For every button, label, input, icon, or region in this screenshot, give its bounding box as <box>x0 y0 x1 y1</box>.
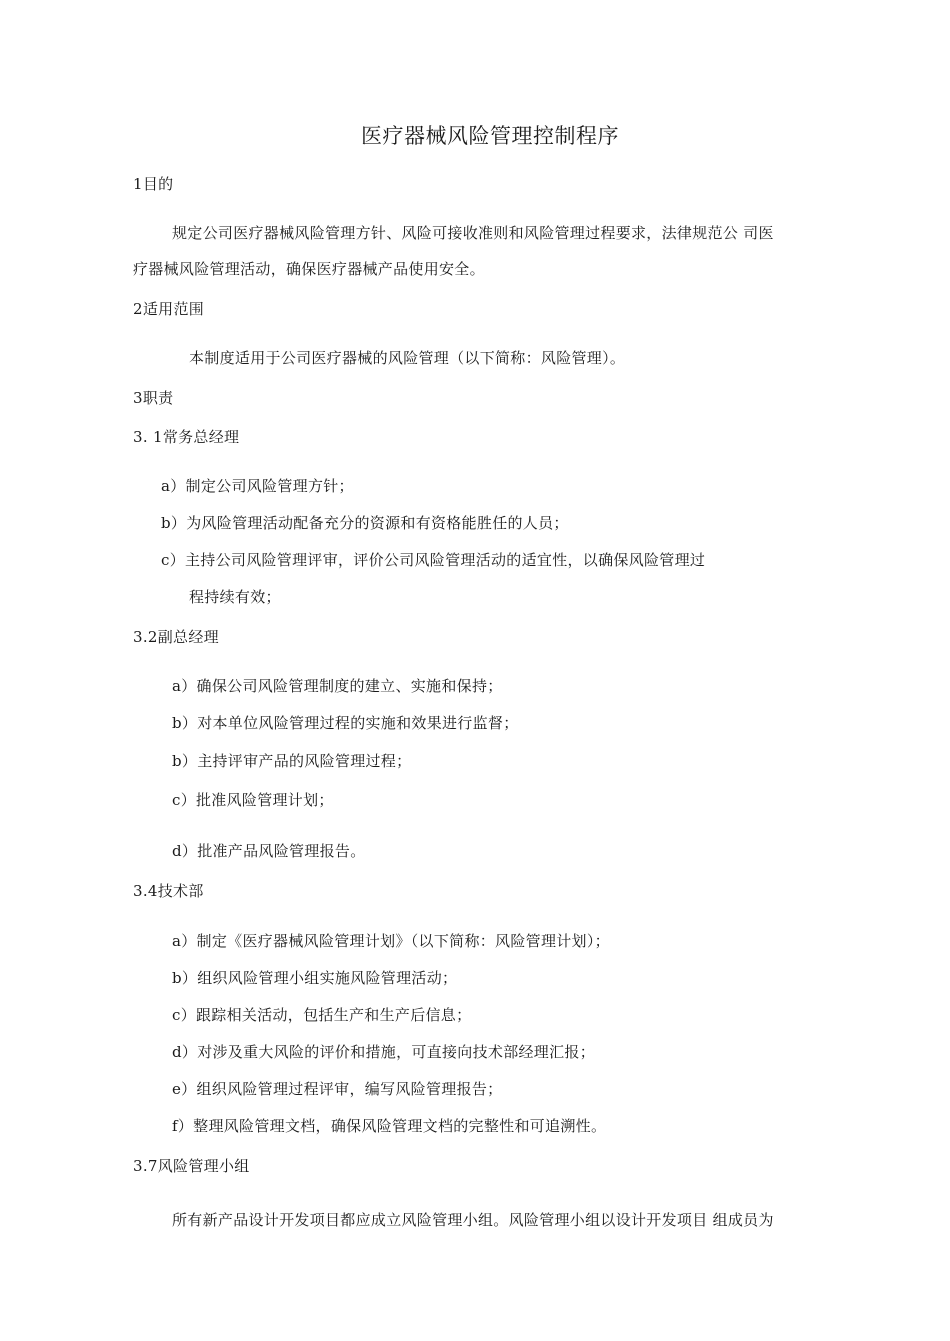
section-heading-scope: 2适用范围 <box>133 300 205 318</box>
list-item: c）批准风险管理计划； <box>172 791 334 809</box>
list-item: d）批准产品风险管理报告。 <box>172 842 366 860</box>
list-item: e）组织风险管理过程评审，编写风险管理报告； <box>172 1080 503 1098</box>
purpose-paragraph-line-2: 疗器械风险管理活动，确保医疗器械产品使用安全。 <box>133 260 485 278</box>
risk-team-paragraph: 所有新产品设计开发项目都应成立风险管理小组。风险管理小组以设计开发项目 组成员为 <box>172 1211 774 1229</box>
purpose-paragraph-line-1: 规定公司医疗器械风险管理方针、风险可接收准则和风险管理过程要求，法律规范公 司医 <box>172 224 774 242</box>
list-item: f）整理风险管理文档，确保风险管理文档的完整性和可追溯性。 <box>172 1117 607 1135</box>
section-heading-duties: 3职责 <box>133 389 174 407</box>
subsection-heading-technical-dept: 3.4技术部 <box>133 882 204 900</box>
list-item: d）对涉及重大风险的评价和措施，可直接向技术部经理汇报； <box>172 1043 596 1061</box>
list-item: a）制定《医疗器械风险管理计划》（以下简称：风险管理计划）； <box>172 932 610 950</box>
list-item: b）主持评审产品的风险管理过程； <box>172 752 412 770</box>
scope-paragraph: 本制度适用于公司医疗器械的风险管理（以下简称：风险管理）。 <box>189 349 626 367</box>
list-item: b）组织风险管理小组实施风险管理活动； <box>172 969 458 987</box>
subsection-heading-risk-team: 3.7风险管理小组 <box>133 1157 250 1175</box>
section-heading-purpose: 1目的 <box>133 175 174 193</box>
document-title: 医疗器械风险管理控制程序 <box>361 124 619 148</box>
list-item: b）对本单位风险管理过程的实施和效果进行监督； <box>172 714 519 732</box>
list-item: b）为风险管理活动配备充分的资源和有资格能胜任的人员； <box>161 514 569 532</box>
list-item: c）跟踪相关活动，包括生产和生产后信息； <box>172 1006 472 1024</box>
list-item: c）主持公司风险管理评审，评价公司风险管理活动的适宜性，以确保风险管理过 <box>161 551 706 569</box>
list-item: a）制定公司风险管理方针； <box>161 477 354 495</box>
list-item-continuation: 程持续有效； <box>189 588 281 606</box>
subsection-heading-deputy-manager: 3.2副总经理 <box>133 628 219 646</box>
subsection-heading-general-manager: 3. 1常务总经理 <box>133 428 240 446</box>
list-item: a）确保公司风险管理制度的建立、实施和保持； <box>172 677 503 695</box>
